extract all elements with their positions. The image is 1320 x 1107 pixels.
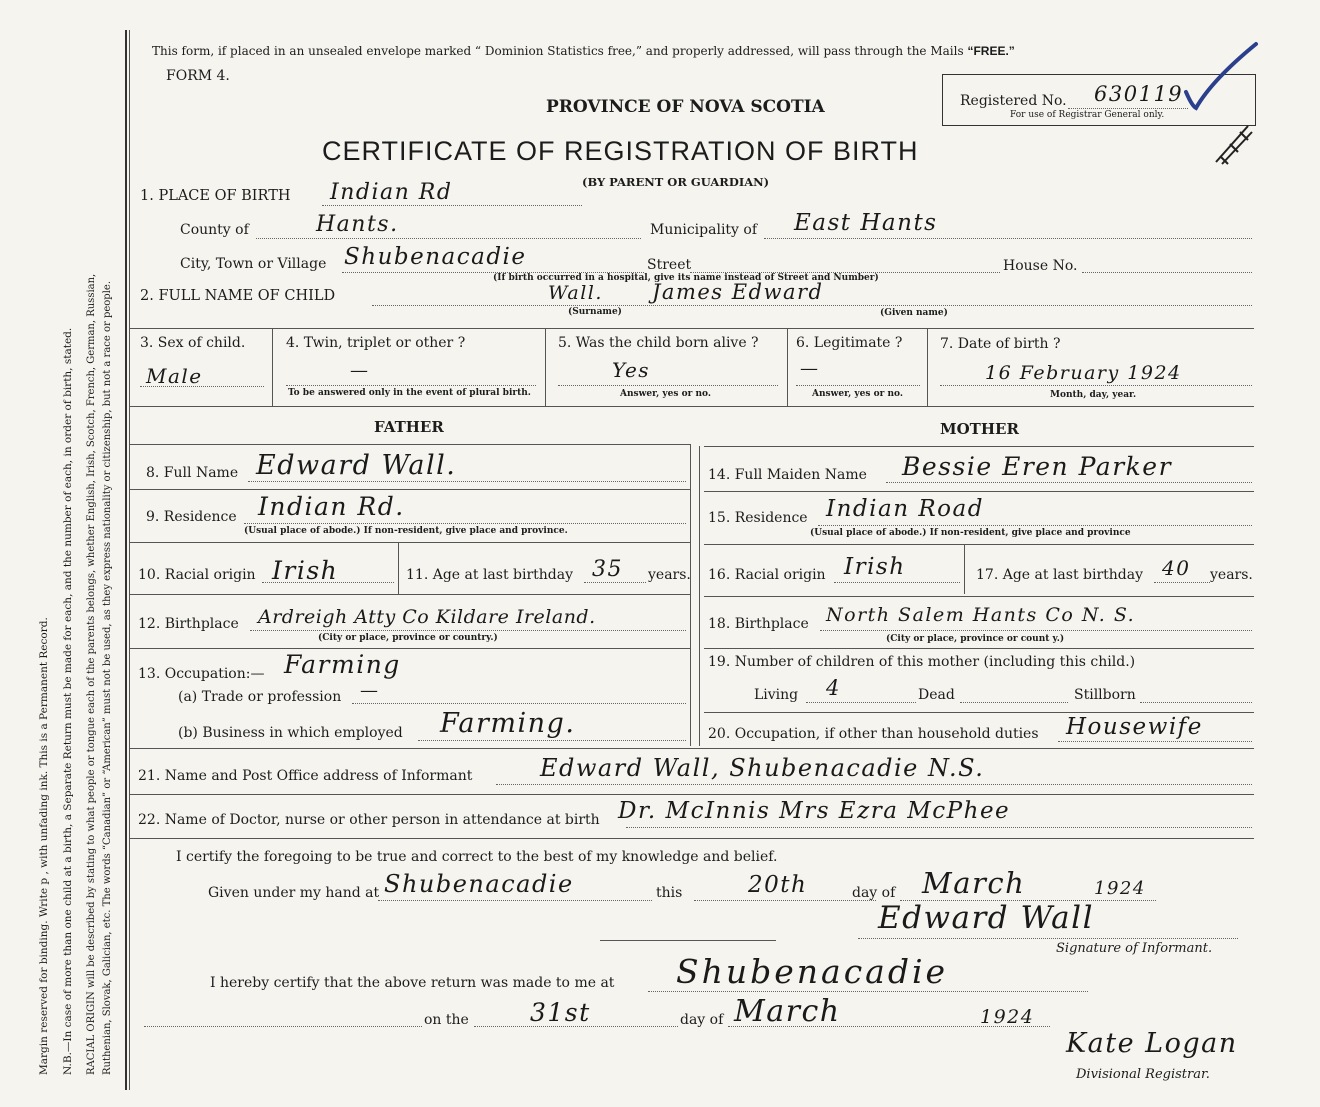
doctor-label: 22. Name of Doctor, nurse or other person in attendance at birth xyxy=(138,812,600,828)
mother-birthplace-value: North Salem Hants Co N. S. xyxy=(826,604,1136,626)
dead-label: Dead xyxy=(918,687,955,703)
father-name-label: 8. Full Name xyxy=(146,465,239,481)
house-no-label: House No. xyxy=(1003,258,1078,274)
informant-label: 21. Name and Post Office address of Informant xyxy=(138,768,473,784)
municipality-value: East Hants xyxy=(794,210,938,236)
on-the-label: on the xyxy=(424,1012,469,1028)
date-of-birth-value: 16 February 1924 xyxy=(985,362,1182,384)
mother-maiden-label: 14. Full Maiden Name xyxy=(708,467,867,483)
trade-label: (a) Trade or profession xyxy=(178,689,342,705)
surname-value: Wall. xyxy=(548,282,603,304)
father-birthplace-value: Ardreigh Atty Co Kildare Ireland. xyxy=(258,606,596,628)
city-label: City, Town or Village xyxy=(180,256,327,272)
father-abode-note: (Usual place of abode.) If non-resident, give place and province. xyxy=(244,526,568,536)
twin-label: 4. Twin, triplet or other ? xyxy=(286,335,466,351)
father-heading: FATHER xyxy=(374,418,444,436)
occupation-value: Farming xyxy=(284,650,401,679)
mother-age-label: 17. Age at last birthday xyxy=(976,567,1144,583)
father-name-value: Edward Wall. xyxy=(256,450,457,481)
free-label: “FREE.” xyxy=(967,44,1015,58)
informant-value: Edward Wall, Shubenacadie N.S. xyxy=(540,754,985,782)
return-year-value: 1924 xyxy=(980,1006,1035,1028)
father-age-label: 11. Age at last birthday xyxy=(406,567,574,583)
born-alive-label: 5. Was the child born alive ? xyxy=(558,335,759,351)
margin-rule-inner xyxy=(129,30,130,1090)
county-label: County of xyxy=(180,222,249,238)
mother-birthplace-label: 18. Birthplace xyxy=(708,616,809,632)
given-name-caption: (Given name) xyxy=(880,308,948,318)
father-years-label: years. xyxy=(648,567,691,583)
margin-text-3: RACIAL ORIGIN will be described by stating to what people or tongue each of the parents belongs, whether English, Irish, Scotch, French, German, Russian, xyxy=(86,273,97,1075)
registered-no-value: 630119 xyxy=(1094,82,1184,106)
doctor-value: Dr. McInnis Mrs Ezra McPhee xyxy=(618,798,1011,824)
living-label: Living xyxy=(754,687,799,703)
mother-residence-label: 15. Residence xyxy=(708,510,808,526)
father-age-value: 35 xyxy=(592,557,623,582)
born-alive-value: Yes xyxy=(612,358,651,382)
hereby-label: I hereby certify that the above return was made to me at xyxy=(210,975,615,991)
father-racial-label: 10. Racial origin xyxy=(138,567,256,583)
father-city-note: (City or place, province or country.) xyxy=(318,633,498,643)
margin-text-2: N.B.—In case of more than one child at a birth, a Separate Return must be made for each, and the number of each, in order of birth, stated. xyxy=(62,327,74,1075)
mother-racial-label: 16. Racial origin xyxy=(708,567,826,583)
mother-years-label: years. xyxy=(1210,567,1253,583)
certificate-title: CERTIFICATE OF REGISTRATION OF BIRTH xyxy=(322,136,919,166)
legitimate-label: 6. Legitimate ? xyxy=(796,335,903,351)
mother-maiden-value: Bessie Eren Parker xyxy=(902,452,1173,481)
mother-city-note: (City or place, province or count y.) xyxy=(886,634,1065,644)
binding-clip-icon xyxy=(1212,120,1256,170)
date-of-birth-label: 7. Date of birth ? xyxy=(940,336,1061,352)
day-of-label: day of xyxy=(852,885,896,901)
hospital-note: (If birth occurred in a hospital, give its name instead of Street and Number) xyxy=(493,273,879,283)
mail-notice xyxy=(152,44,1015,58)
signature-of-informant-label: Signature of Informant. xyxy=(1056,941,1213,956)
street-label: Street xyxy=(647,257,692,273)
full-name-label: 2. FULL NAME OF CHILD xyxy=(140,288,336,304)
certificate-subtitle: (BY PARENT OR GUARDIAN) xyxy=(582,175,770,189)
short-rule xyxy=(600,940,776,941)
twin-value: — xyxy=(350,360,370,381)
city-value: Shubenacadie xyxy=(344,244,527,270)
return-month-value: March xyxy=(734,994,841,1029)
divisional-registrar-label: Divisional Registrar. xyxy=(1076,1067,1210,1082)
legitimate-value: — xyxy=(800,358,820,379)
business-value: Farming. xyxy=(440,708,576,739)
sex-label: 3. Sex of child. xyxy=(140,335,246,351)
registrar-general-note: For use of Registrar General only. xyxy=(1010,110,1165,120)
mother-age-value: 40 xyxy=(1162,556,1191,580)
born-alive-note: Answer, yes or no. xyxy=(620,389,711,399)
father-racial-value: Irish xyxy=(272,556,339,585)
margin-text-4: Ruthenian, Slovak, Galician, etc. The words “Canadian” or “American” must not be used, as they express nationality or citizenship, but not a race or people. xyxy=(102,280,113,1075)
mother-racial-value: Irish xyxy=(844,554,906,580)
place-of-birth-value: Indian Rd xyxy=(330,180,453,205)
registrar-signature: Kate Logan xyxy=(1066,1028,1238,1059)
sex-value: Male xyxy=(146,364,203,388)
municipality-label: Municipality of xyxy=(650,222,758,238)
legitimate-note: Answer, yes or no. xyxy=(812,389,903,399)
given-month-value: March xyxy=(922,866,1026,900)
certify-statement: I certify the foregoing to be true and correct to the best of my knowledge and belief. xyxy=(176,849,778,865)
living-value: 4 xyxy=(826,676,841,700)
return-day-value: 31st xyxy=(530,998,591,1027)
informant-signature: Edward Wall xyxy=(878,900,1094,936)
given-day-value: 20th xyxy=(748,872,808,898)
father-residence-label: 9. Residence xyxy=(146,509,237,525)
trade-value: — xyxy=(360,680,380,701)
given-under-label: Given under my hand at xyxy=(208,885,380,901)
returned-at-value: Shubenacadie xyxy=(676,952,949,991)
given-at-value: Shubenacadie xyxy=(384,870,574,898)
given-name-value: James Edward xyxy=(652,280,824,304)
given-year-value: 1924 xyxy=(1094,878,1146,899)
father-residence-value: Indian Rd. xyxy=(258,492,405,521)
mother-abode-note: (Usual place of abode.) If non-resident, give place and province xyxy=(810,528,1131,538)
mother-occupation-value: Housewife xyxy=(1066,714,1203,740)
stillborn-label: Stillborn xyxy=(1074,687,1136,703)
father-birthplace-label: 12. Birthplace xyxy=(138,616,239,632)
mail-notice-text: This form, if placed in an unsealed envelope marked “ Dominion Statistics free,” and properly addressed, will pass through the Mails xyxy=(152,44,964,58)
margin-text-1: Margin reserved for binding. Write p , with unfading ink. This is a Permanent Record. xyxy=(38,617,50,1075)
form-number: FORM 4. xyxy=(166,68,230,84)
place-of-birth-label: 1. PLACE OF BIRTH xyxy=(140,188,291,204)
registered-no-label: Registered No. xyxy=(960,93,1067,109)
margin-rule xyxy=(125,30,127,1090)
check-mark-icon xyxy=(1182,40,1262,120)
mother-heading: MOTHER xyxy=(940,420,1019,438)
mother-residence-value: Indian Road xyxy=(826,496,984,522)
day-of-label-2: day of xyxy=(680,1012,724,1028)
children-label: 19. Number of children of this mother (including this child.) xyxy=(708,654,1136,670)
business-label: (b) Business in which employed xyxy=(178,725,403,741)
mother-occupation-label: 20. Occupation, if other than household duties xyxy=(708,726,1039,742)
twin-note: To be answered only in the event of plural birth. xyxy=(288,388,531,398)
this-label: this xyxy=(656,885,683,901)
occupation-label: 13. Occupation:— xyxy=(138,666,265,682)
date-of-birth-note: Month, day, year. xyxy=(1050,390,1137,400)
county-value: Hants. xyxy=(316,212,399,237)
surname-caption: (Surname) xyxy=(568,307,622,317)
province-heading: PROVINCE OF NOVA SCOTIA xyxy=(546,97,825,117)
